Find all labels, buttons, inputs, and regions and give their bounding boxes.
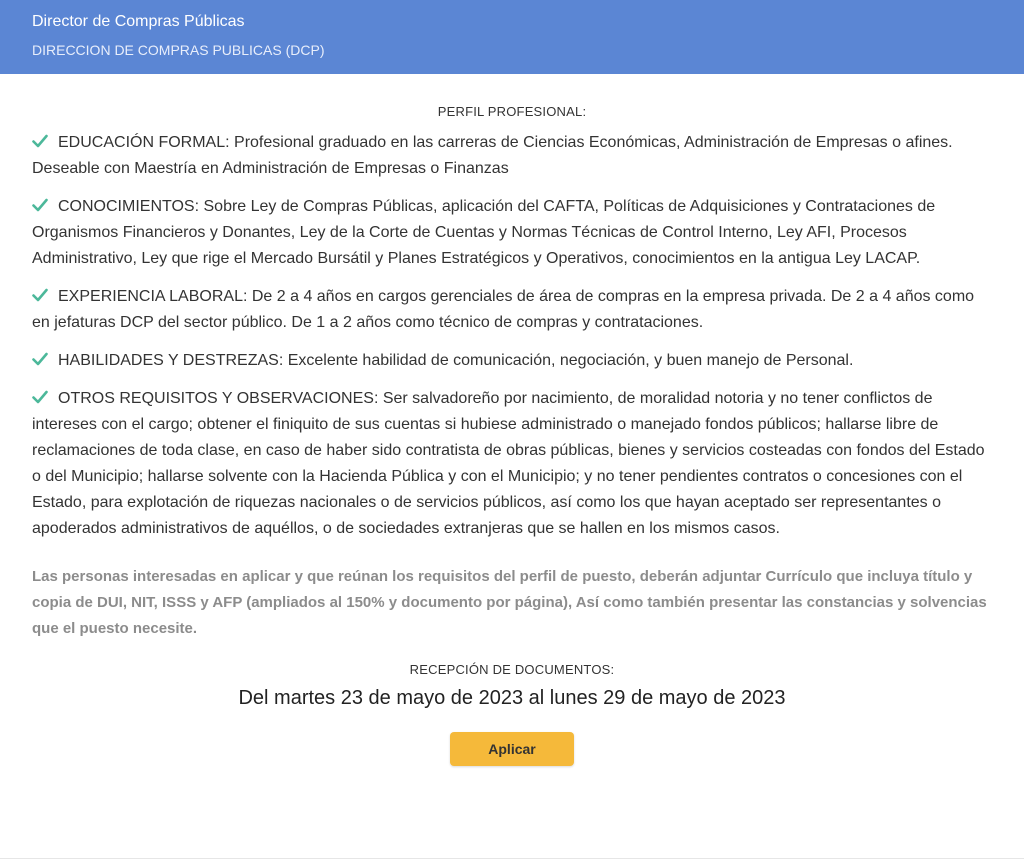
- job-title: Director de Compras Públicas: [32, 13, 245, 30]
- requirement-text: CONOCIMIENTOS: Sobre Ley de Compras Públicas, aplicación del CAFTA, Políticas de Adquisiciones y Contrataciones de Organismos Financieros y Donantes, Ley de la Corte de Cuentas y Normas Técnicas de Control Interno, Ley AFI, Procesos Administrativo, Ley que rige el Mercado Bursátil y Planes Estratégicos y Operativos, conocimientos en la antigua Ley LACAP.: [32, 198, 936, 267]
- department-name: DIRECCION DE COMPRAS PUBLICAS (DCP): [32, 42, 325, 58]
- requirements-list: [32, 130, 992, 542]
- requirement-item: [32, 130, 992, 182]
- check-icon: [32, 288, 48, 302]
- apply-button-container: [32, 732, 992, 766]
- requirement-item: [32, 194, 992, 272]
- job-details: [32, 104, 992, 766]
- requirement-text: EXPERIENCIA LABORAL: De 2 a 4 años en cargos gerenciales de área de compras en la empresa privada. De 2 a 4 años como en jefaturas DCP del sector público. De 1 a 2 años como técnico de compras y contrataciones.: [32, 288, 975, 331]
- apply-button[interactable]: Aplicar: [450, 732, 574, 766]
- divider: [0, 858, 1024, 859]
- profile-heading: PERFIL PROFESIONAL:: [437, 104, 587, 119]
- requirement-item: [32, 386, 992, 542]
- check-icon: [32, 134, 48, 148]
- requirement-item: [32, 284, 992, 336]
- requirement-text: EDUCACIÓN FORMAL: Profesional graduado en las carreras de Ciencias Económicas, Administración de Empresas o afines. Deseable con Maestría en Administración de Empresas o Finanzas: [32, 134, 953, 177]
- reception-dates: Del martes 23 de mayo de 2023 al lunes 29 de mayo de 2023: [238, 687, 786, 709]
- check-icon: [32, 390, 48, 404]
- reception-label: RECEPCIÓN DE DOCUMENTOS:: [409, 662, 615, 677]
- application-note: Las personas interesadas en aplicar y que reúnan los requisitos del perfil de puesto, deberán adjuntar Currículo que incluya título y copia de DUI, NIT, ISSS y AFP (ampliados al 150% y documento por página), Así como también presentar las constancias y solvencias que el puesto necesite.: [32, 568, 987, 637]
- requirement-text: OTROS REQUISITOS Y OBSERVACIONES: Ser salvadoreño por nacimiento, de moralidad notoria y no tener conflictos de intereses con el cargo; obtener el finiquito de sus cuentas si hubiese administrado o manejado fondos públicos; hallarse libre de reclamaciones de toda clase, en caso de haber sido contratista de obras públicas, bienes y servicios costeadas con fondos del Estado o del Municipio; hallarse solvente con la Hacienda Pública y con el Municipio; y no tener pendientes contratos o concesiones con el Estado, para explotación de riquezas nacionales o de servicios públicos, así como los que hayan aceptado ser representantes o apoderados administrativos de aquéllos, o de sociedades extranjeras que se hallen en los mismos casos.: [32, 390, 985, 537]
- requirement-text: HABILIDADES Y DESTREZAS: Excelente habilidad de comunicación, negociación, y buen manejo de Personal.: [58, 352, 854, 369]
- page-header: [0, 0, 1024, 74]
- check-icon: [32, 198, 48, 212]
- requirement-item: [32, 348, 992, 374]
- check-icon: [32, 352, 48, 366]
